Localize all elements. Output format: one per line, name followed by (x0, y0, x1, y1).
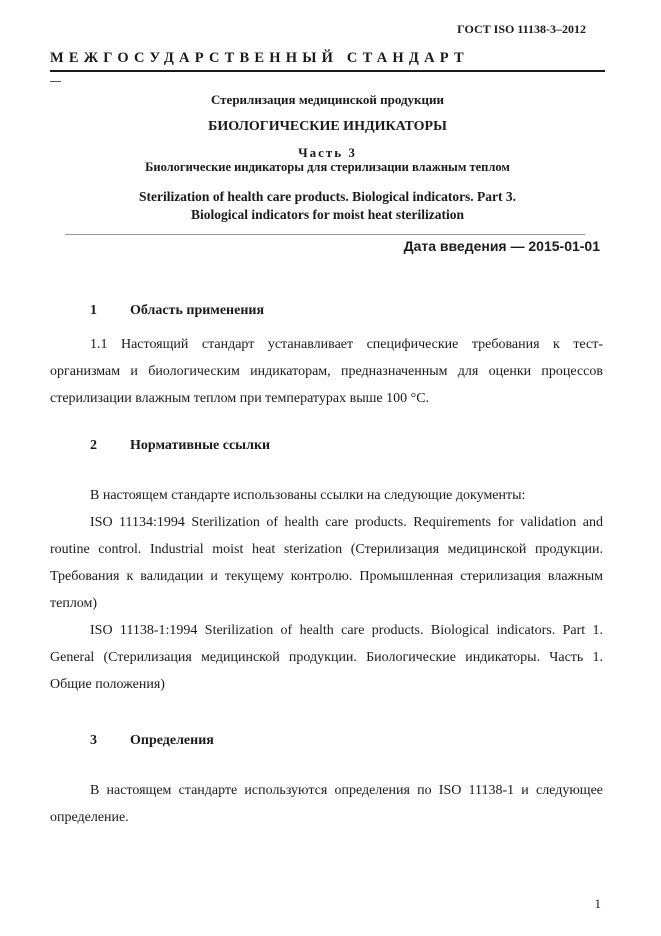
section-number: 3 (90, 733, 97, 748)
title-rule (65, 234, 585, 235)
title-english-2: Biological indicators for moist heat sterilization (190, 207, 465, 222)
paragraph-3-1: В настоящем стандарте используются определения по ISO 11138-1 и следующее определение. (50, 783, 603, 825)
introduction-date: Дата введения — 2015-01-01 (403, 238, 600, 254)
section-number: 2 (90, 438, 97, 453)
section-title: Нормативные ссылки (130, 438, 271, 453)
header-rule-stub (50, 81, 61, 82)
section-title: Область применения (130, 303, 265, 318)
section-heading-3 (90, 733, 214, 749)
paragraph-2-intro: В настоящем стандарте использованы ссылки на следующие документы: (90, 488, 526, 503)
title-part: Часть 3 (298, 145, 357, 160)
header-rule (50, 70, 605, 72)
section-title: Определения (130, 733, 214, 748)
title-english-1: Sterilization of health care products. Biological indicators. Part 3. (138, 189, 517, 204)
title-line-2: БИОЛОГИЧЕСКИЕ ИНДИКАТОРЫ (208, 119, 447, 134)
section-heading-2 (90, 438, 270, 454)
section-heading-1 (90, 303, 264, 319)
reference-iso-11134: ISO 11134:1994 Sterilization of health care products. Requirements for validation and routine control. Industrial moist heat sterization (Стерилизация медицинской продукции. Требования к валидации и текущему контролю. Промышленная стерилизация влажным теплом) (50, 515, 603, 611)
section-number: 1 (90, 303, 97, 318)
standard-banner: МЕЖГОСУДАРСТВЕННЫЙ СТАНДАРТ (50, 50, 469, 66)
title-line-4: Биологические индикаторы для стерилизации влажным теплом (145, 160, 510, 174)
document-code: ГОСТ ISO 11138-3–2012 (457, 22, 586, 36)
title-line-1: Стерилизация медицинской продукции (210, 92, 445, 107)
page-number: 1 (594, 896, 601, 911)
paragraph-1-1: 1.1 Настоящий стандарт устанавливает специфические требования к тест-организмам и биологическим индикаторам, предназначенным для оценки процессов стерилизации влажным теплом при температурах выше 100 °С. (50, 337, 603, 406)
reference-iso-11138-1: ISO 11138-1:1994 Sterilization of health care products. Biological indicators. Part 1. General (Стерилизация медицинской продукции. Биологические индикаторы. Часть 1. Общие положения) (50, 623, 603, 692)
